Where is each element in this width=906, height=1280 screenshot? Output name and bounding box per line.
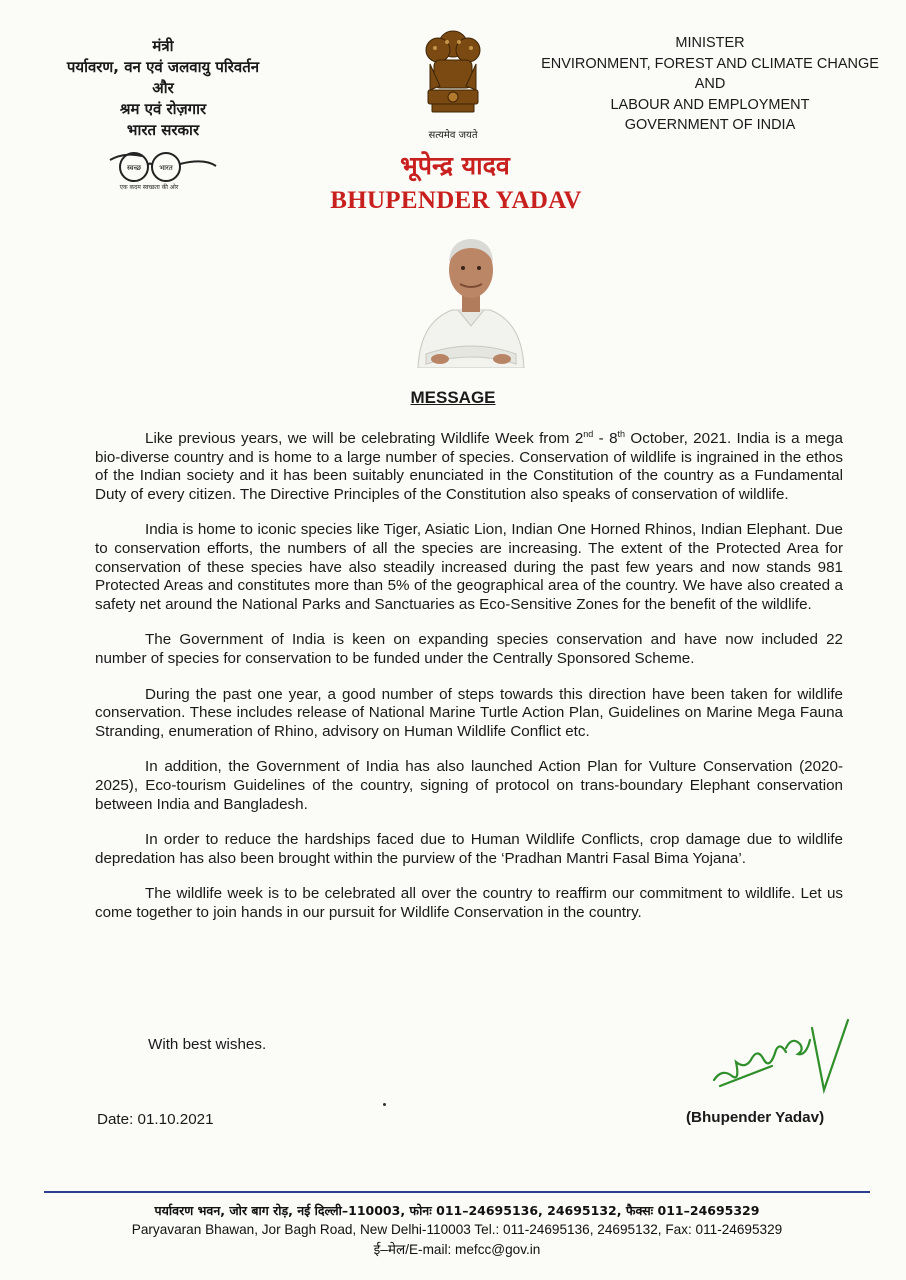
- header-right-line: GOVERNMENT OF INDIA: [624, 117, 796, 133]
- paragraph-text: - 8: [593, 430, 618, 447]
- handwritten-signature: [706, 1010, 856, 1100]
- header-right-line: AND: [694, 76, 726, 92]
- header-left-hindi: [28, 36, 298, 141]
- minister-name-english: BHUPENDER YADAV: [330, 187, 582, 214]
- footer-email: ई–मेल/E-mail: mefcc@gov.in: [373, 1242, 541, 1257]
- header-left-line: मंत्री: [152, 37, 174, 55]
- emblem-motto: सत्यमेव जयते: [428, 130, 478, 141]
- national-emblem-icon: [418, 24, 488, 128]
- message-paragraph: [95, 430, 843, 504]
- header-right-line: LABOUR AND EMPLOYMENT: [610, 96, 810, 113]
- ordinal-suffix: th: [617, 428, 626, 439]
- message-title: MESSAGE: [410, 388, 496, 407]
- header-left-line: और: [152, 79, 174, 97]
- footer-divider: [44, 1191, 870, 1193]
- ink-dot: [383, 1103, 386, 1106]
- paragraph-text: Like previous years, we will be celebrating Wildlife Week from 2: [145, 430, 584, 447]
- header-left-line: पर्यावरण, वन एवं जलवायु परिवर्तन: [66, 58, 260, 76]
- paragraph-text: October, 2021. India is a mega bio-diverse country and is home to a large number of species. Conservation of wildlife is ingrained in the ethos of the Indian society and it has been suitably enunciated in the Constitution of the country as a Fundamental Duty of every citizen. The Directive Principles of the Constitution also speaks of conservation of wildlife.: [95, 430, 843, 503]
- letter-date: Date: 01.10.2021: [97, 1111, 214, 1128]
- signer-name: (Bhupender Yadav): [686, 1109, 825, 1126]
- minister-name-hindi: भूपेन्द्र यादव: [400, 151, 510, 180]
- message-paragraph: The Government of India is keen on expanding species conservation and have now included 22 number of species for conservation to be funded under the Centrally Sponsored Scheme.: [95, 631, 843, 667]
- swachh-word: स्वच्छ: [126, 164, 142, 172]
- swachh-tagline: एक कदम स्वच्छता की ओर: [119, 184, 179, 191]
- message-body: [95, 430, 843, 939]
- header-left-line: भारत सरकार: [126, 121, 200, 139]
- message-paragraph: The wildlife week is to be celebrated all over the country to reaffirm our commitment to wildlife. Let us come together to join hands in our pursuit for Wildlife Conservation in the country.: [95, 885, 843, 921]
- footer-address: [44, 1201, 870, 1260]
- message-paragraph: In order to reduce the hardships faced due to Human Wildlife Conflicts, crop damage due to wildlife depredation has also been brought within the purview of the ‘Pradhan Mantri Fasal Bima Yojana’.: [95, 831, 843, 867]
- bharat-word: भारत: [159, 164, 173, 172]
- message-paragraph: During the past one year, a good number of steps towards this direction have been taken for wildlife conservation. These includes release of National Marine Turtle Action Plan, Guidelines on Marine Mega Fauna Stranding, enumeration of Rhino, advisory on Human Wildlife Conflict etc.: [95, 685, 843, 740]
- closing-wishes: With best wishes.: [148, 1036, 267, 1053]
- ordinal-suffix: nd: [583, 428, 594, 439]
- header-right-english: [532, 33, 888, 136]
- header-left-line: श्रम एवं रोज़गार: [119, 100, 207, 118]
- message-paragraph: In addition, the Government of India has also launched Action Plan for Vulture Conservation (2020-2025), Eco-tourism Guidelines of the country, signing of protocol on trans-boundary Elephant conservation between India and Bangladesh.: [95, 758, 843, 813]
- minister-portrait: [412, 226, 530, 368]
- message-paragraph: India is home to iconic species like Tiger, Asiatic Lion, Indian One Horned Rhinos, Indian Elephant. Due to conservation efforts, the numbers of all the species are increasing. The extent of the Protected Area for conservation of these species have also steadily increased during the past few years and now stands 981 Protected Areas and constitutes more than 5% of the geographical area of the country. We have also created a safety net around the National Parks and Sanctuaries as Eco-Sensitive Zones for the benefit of the wildlife.: [95, 521, 843, 613]
- footer-english-address: Paryavaran Bhawan, Jor Bagh Road, New Delhi-110003 Tel.: 011-24695136, 24695132, Fax: 011-24695329: [131, 1222, 783, 1237]
- header-right-line: MINISTER: [675, 35, 745, 51]
- header-right-line: ENVIRONMENT, FOREST AND CLIMATE CHANGE: [541, 55, 879, 72]
- footer-hindi-address: पर्यावरण भवन, जोर बाग रोड़, नई दिल्ली–110003, फोनः 011–24695136, 24695132, फैक्सः 011–24695329: [154, 1203, 760, 1218]
